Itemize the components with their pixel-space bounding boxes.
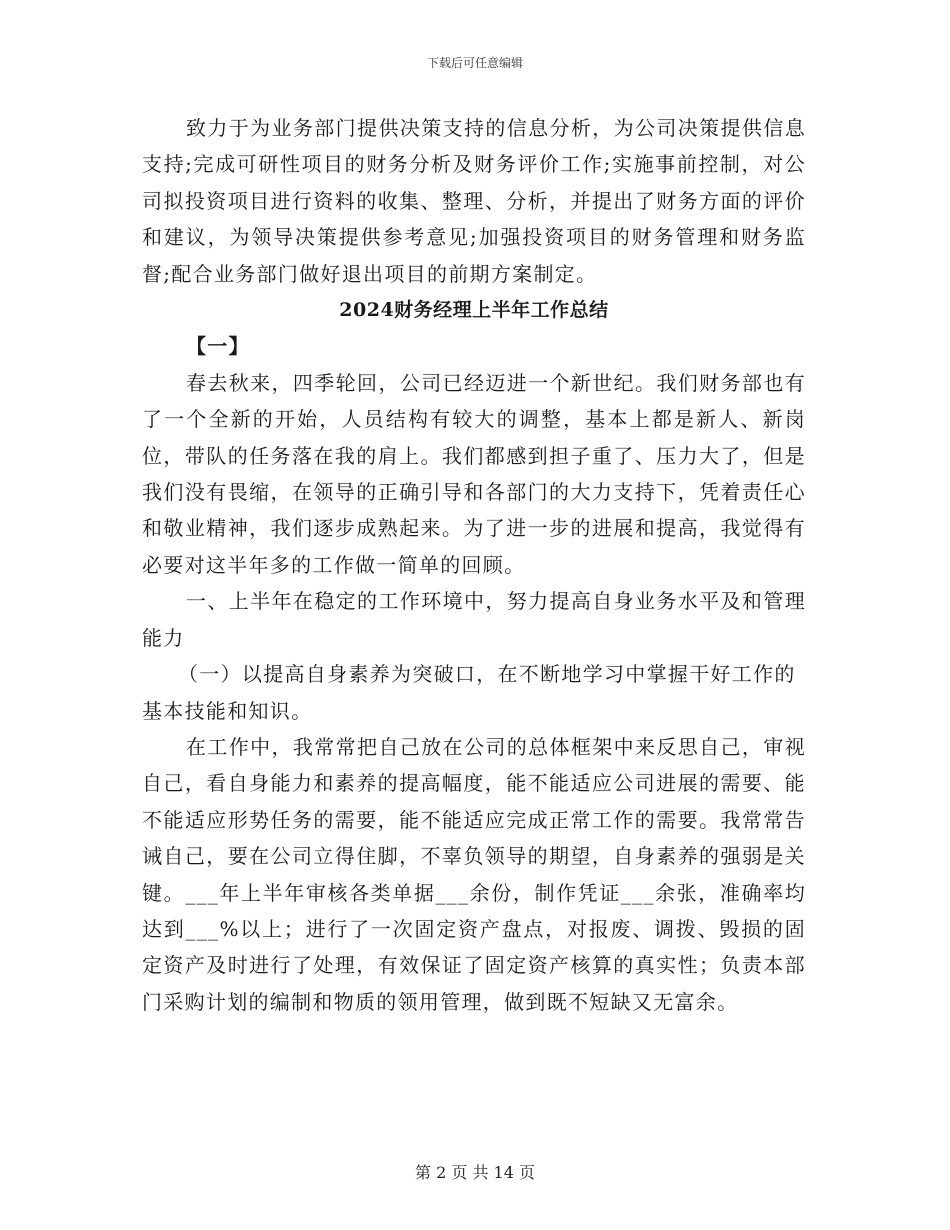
- intro-paragraph: 致力于为业务部门提供决策支持的信息分析，为公司决策提供信息支持;完成可研性项目的财务分析及财务评价工作;实施事前控制，对公司拟投资项目进行资料的收集、整理、分析，并提出了财务方面的评价和建议，为领导决策提供参考意见;加强投资项目的财务管理和财务监督;配合业务部门做好退出项目的前期方案制定。: [142, 116, 806, 286]
- page-number-footer: 第 2 页 共 14 页: [415, 1163, 535, 1182]
- paragraph-work-details: 在工作中，我常常把自己放在公司的总体框架中来反思自己，审视自己，看自身能力和素养的提高幅度，能不能适应公司进展的需要、能不能适应形势任务的需要，能不能适应完成正常工作的需要。我常常告诫自己，要在公司立得住脚，不辜负领导的期望，自身素养的强弱是关键。___年上半年审核各类单据___余份，制作凭证___余张，准确率均达到___%以上；进行了一次固定资产盘点，对报废、调拨、毁损的固定资产及时进行了处理，有效保证了固定资产核算的真实性；负责本部门采购计划的编制和物质的领用管理，做到既不短缺又无富余。: [142, 734, 806, 1014]
- paragraph-opening: 春去秋来，四季轮回，公司已经迈进一个新世纪。我们财务部也有了一个全新的开始，人员结构有较大的调整，基本上都是新人、新岗位，带队的任务落在我的肩上。我们都感到担子重了、压力大了，但是我们没有畏缩，在领导的正确引导和各部门的大力支持下，凭着责任心和敬业精神，我们逐步成熟起来。为了进一步的进展和提高，我觉得有必要对这半年多的工作做一简单的回顾。: [142, 370, 806, 577]
- document-body: [142, 110, 806, 1020]
- header-note: 下载后可任意编辑: [426, 56, 523, 70]
- heading-section-one: 一、上半年在稳定的工作环境中，努力提高自身业务水平及和管理能力: [142, 589, 806, 650]
- document-title: 2024财务经理上半年工作总结: [339, 299, 609, 322]
- section-marker: 【一】: [186, 334, 250, 359]
- subheading-one: （一）以提高自身素养为突破口，在不断地学习中掌握干好工作的基本技能和知识。: [142, 662, 796, 723]
